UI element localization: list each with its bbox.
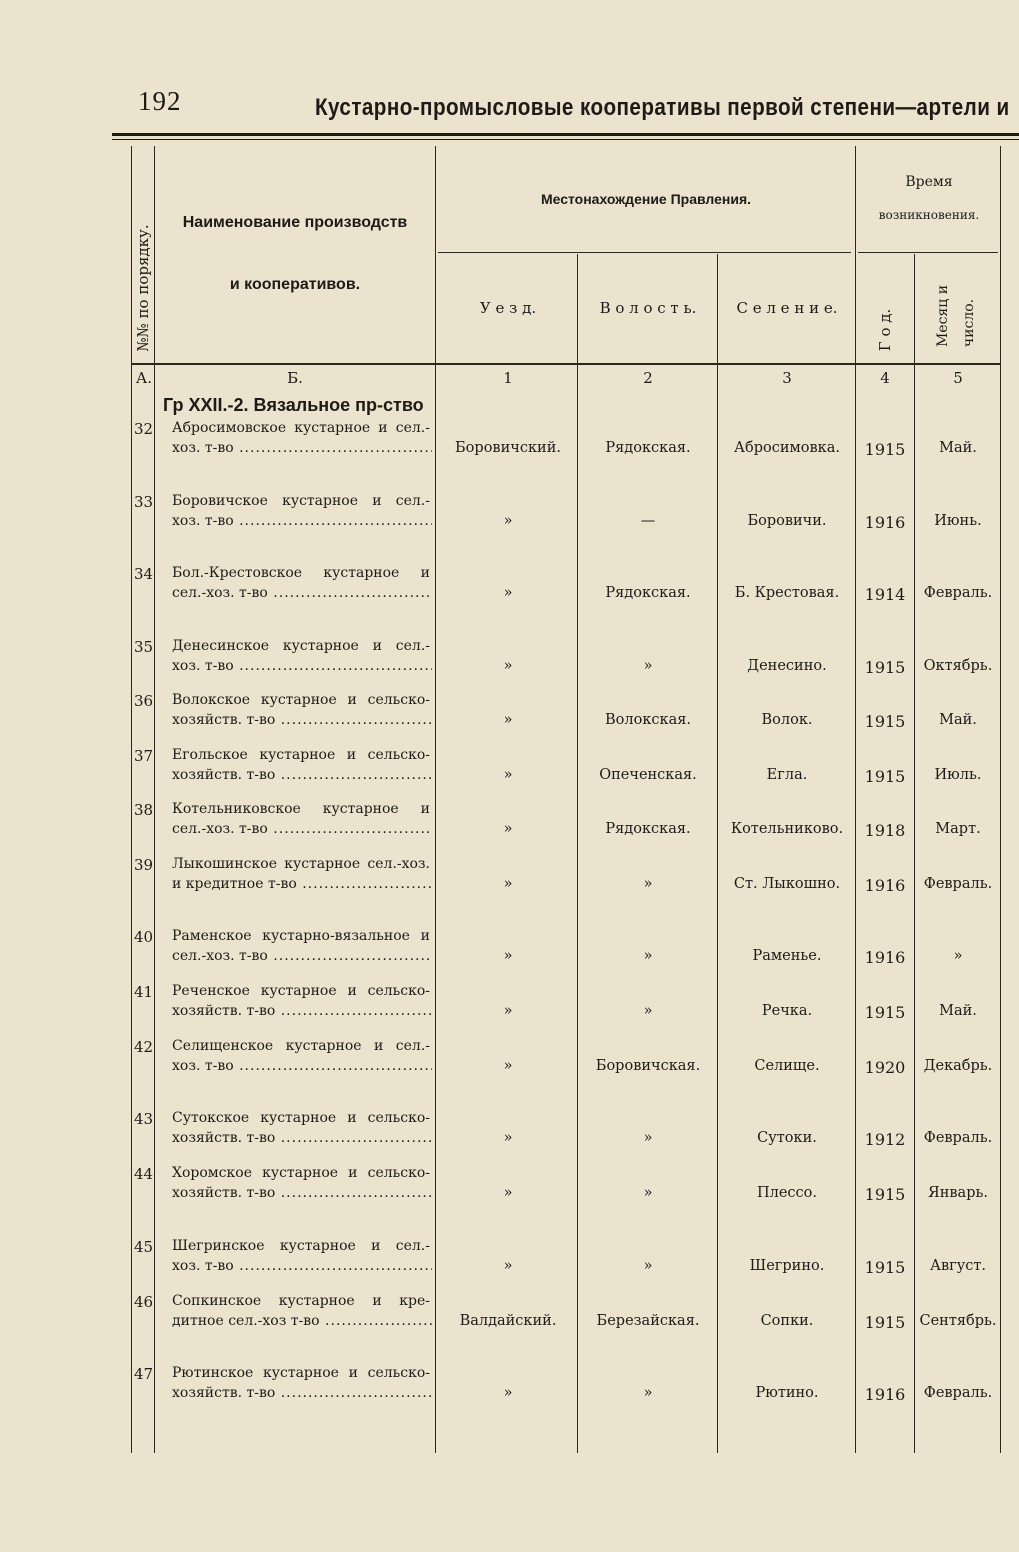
volost-cell: Рядокская.	[605, 821, 691, 837]
year-cell: 1912	[864, 1130, 906, 1149]
cooperative-name: Бол.-Крестовское кустарное и	[172, 565, 430, 581]
cooperative-name: Денесинское кустарное и сел.-	[172, 638, 430, 654]
month-cell: Июнь.	[934, 513, 982, 529]
cooperative-name-cont: сел.-хоз. т-во .....	[172, 948, 432, 964]
header-name-line2: и кооперативов.	[229, 276, 361, 293]
month-cell: Март.	[935, 821, 981, 837]
volost-cell: »	[643, 658, 653, 674]
volost-cell: »	[643, 948, 653, 964]
cooperative-name-cont: хозяйств. т-во .....	[172, 1385, 432, 1401]
selenie-cell: Абросимовка.	[734, 440, 840, 456]
table-row	[0, 420, 1019, 470]
month-cell: Июль.	[934, 767, 982, 783]
table-row	[0, 856, 1019, 906]
cooperative-name: Боровичское кустарное и сел.-	[172, 493, 430, 509]
table-row	[0, 692, 1019, 742]
selenie-cell: Шегрино.	[749, 1258, 825, 1274]
selenie-cell: Боровичи.	[747, 513, 827, 529]
month-cell: Май.	[939, 440, 977, 456]
cooperative-name-cont: хоз. т-во .....	[172, 1258, 432, 1274]
year-cell: 1916	[864, 1385, 906, 1404]
row-number: 41	[134, 983, 154, 1001]
table-row	[0, 983, 1019, 1033]
volost-cell: Рядокская.	[605, 440, 691, 456]
uezd-cell: »	[503, 585, 513, 601]
month-cell: Февраль.	[923, 876, 993, 892]
row-number: 37	[134, 747, 154, 765]
row-number: 47	[134, 1365, 154, 1383]
month-cell: Декабрь.	[923, 1058, 993, 1074]
month-cell: Май.	[939, 712, 977, 728]
row-number: 36	[134, 692, 154, 710]
month-cell: Сентябрь.	[919, 1313, 997, 1329]
uezd-cell: »	[503, 513, 513, 529]
year-cell: 1918	[864, 821, 906, 840]
cooperative-name-cont: дитное сел.-хоз т-во .....	[172, 1313, 432, 1329]
year-cell: 1915	[864, 1258, 906, 1277]
cooperative-name-cont: хозяйств. т-во .....	[172, 1130, 432, 1146]
cooperative-name-cont: хозяйств. т-во .....	[172, 712, 432, 728]
volost-cell: —	[640, 513, 656, 529]
row-number: 45	[134, 1238, 154, 1256]
cooperative-name: Лыкошинское кустарное сел.-хоз.	[172, 856, 430, 872]
year-cell: 1914	[864, 585, 906, 604]
page-number: 192	[138, 86, 182, 116]
volost-cell: »	[643, 876, 653, 892]
uezd-cell: Боровичский.	[455, 440, 561, 456]
uezd-cell: »	[503, 658, 513, 674]
header-time-group-line1: Время	[905, 174, 953, 190]
year-cell: 1915	[864, 767, 906, 786]
year-cell: 1915	[864, 712, 906, 731]
cooperative-name-cont: хоз. т-во .....	[172, 440, 432, 456]
month-cell: Февраль.	[923, 585, 993, 601]
group-title: Гр XXII.-2. Вязальное пр-ство	[163, 395, 424, 415]
uezd-cell: »	[503, 821, 513, 837]
cooperative-name: Селищенское кустарное и сел.-	[172, 1038, 430, 1054]
month-cell: »	[953, 948, 963, 964]
cooperative-name: Сутокское кустарное и сельско-	[172, 1110, 430, 1126]
header-month-line2: число.	[961, 298, 977, 348]
cooperative-name-cont: и кредитное т-во .....	[172, 876, 432, 892]
header-time-group-line2: возникновения.	[878, 208, 980, 222]
header-rule-thick	[112, 133, 1019, 136]
month-cell: Октябрь.	[923, 658, 993, 674]
table-row	[0, 638, 1019, 688]
cooperative-name: Котельниковское кустарное и	[172, 801, 430, 817]
row-number: 33	[134, 493, 154, 511]
volost-cell: »	[643, 1385, 653, 1401]
uezd-cell: »	[503, 1003, 513, 1019]
uezd-cell: »	[503, 1058, 513, 1074]
uezd-cell: »	[503, 712, 513, 728]
table-row	[0, 493, 1019, 543]
row-number: 42	[134, 1038, 154, 1056]
header-rule-thin	[112, 139, 1019, 140]
selenie-cell: Денесино.	[747, 658, 827, 674]
year-cell: 1920	[864, 1058, 906, 1077]
year-cell: 1915	[864, 440, 906, 459]
header-selenie: С е л е н и е.	[736, 299, 838, 317]
cooperative-name: Шегринское кустарное и сел.-	[172, 1238, 430, 1254]
table-row	[0, 1165, 1019, 1215]
colnum-3: 3	[782, 369, 792, 387]
uezd-cell: »	[503, 876, 513, 892]
table-row	[0, 1238, 1019, 1288]
year-cell: 1915	[864, 1185, 906, 1204]
selenie-cell: Сопки.	[760, 1313, 814, 1329]
uezd-cell: »	[503, 948, 513, 964]
selenie-cell: Селище.	[754, 1058, 820, 1074]
header-month-line1: Месяц и	[935, 284, 951, 348]
row-number: 35	[134, 638, 154, 656]
colnum-b: Б.	[287, 369, 303, 387]
selenie-cell: Речка.	[761, 1003, 813, 1019]
selenie-cell: Плессо.	[756, 1185, 818, 1201]
row-number: 46	[134, 1293, 154, 1311]
colnum-a: А.	[135, 369, 153, 387]
subheader-rule-time	[858, 252, 998, 253]
table-row	[0, 801, 1019, 851]
cooperative-name: Раменское кустарно-вязальное и	[172, 928, 430, 944]
uezd-cell: »	[503, 1185, 513, 1201]
row-number: 43	[134, 1110, 154, 1128]
selenie-cell: Раменье.	[752, 948, 822, 964]
header-volost: В о л о с т ь.	[599, 299, 697, 317]
volost-cell: »	[643, 1003, 653, 1019]
volost-cell: »	[643, 1185, 653, 1201]
colnum-4: 4	[880, 369, 890, 387]
selenie-cell: Егла.	[766, 767, 808, 783]
month-cell: Февраль.	[923, 1385, 993, 1401]
cooperative-name-cont: сел.-хоз. т-во .....	[172, 585, 432, 601]
header-uezd: У е з д.	[479, 299, 537, 317]
year-cell: 1916	[864, 876, 906, 895]
colnum-1: 1	[503, 369, 513, 387]
row-number: 39	[134, 856, 154, 874]
month-cell: Январь.	[928, 1185, 988, 1201]
row-number: 40	[134, 928, 154, 946]
volost-cell: Березайская.	[596, 1313, 700, 1329]
row-number: 34	[134, 565, 154, 583]
table-row	[0, 565, 1019, 615]
cooperative-name: Реченское кустарное и сельско-	[172, 983, 430, 999]
cooperative-name: Егольское кустарное и сельско-	[172, 747, 430, 763]
uezd-cell: Валдайский.	[459, 1313, 557, 1329]
volost-cell: Рядокская.	[605, 585, 691, 601]
header-order-no: №№ по порядку.	[134, 224, 152, 352]
volost-cell: Опеченская.	[599, 767, 697, 783]
uezd-cell: »	[503, 1130, 513, 1146]
cooperative-name: Хоромское кустарное и сельско-	[172, 1165, 430, 1181]
month-cell: Август.	[929, 1258, 987, 1274]
uezd-cell: »	[503, 767, 513, 783]
row-number: 44	[134, 1165, 154, 1183]
volost-cell: »	[643, 1130, 653, 1146]
year-cell: 1915	[864, 1313, 906, 1332]
cooperative-name-cont: хоз. т-во .....	[172, 658, 432, 674]
cooperative-name: Волокское кустарное и сельско-	[172, 692, 430, 708]
selenie-cell: Б. Крестовая.	[734, 585, 840, 601]
year-cell: 1915	[864, 658, 906, 677]
cooperative-name-cont: сел.-хоз. т-во .....	[172, 821, 432, 837]
header-location-group: Местонахождение Правления.	[540, 191, 752, 207]
cooperative-name: Абросимовское кустарное и сел.-	[172, 420, 430, 436]
colnum-5: 5	[953, 369, 963, 387]
selenie-cell: Сутоки.	[757, 1130, 817, 1146]
cooperative-name-cont: хозяйств. т-во .....	[172, 1185, 432, 1201]
table-row	[0, 1293, 1019, 1343]
volost-cell: Волокская.	[605, 712, 691, 728]
selenie-cell: Котельниково.	[730, 821, 844, 837]
year-cell: 1915	[864, 1003, 906, 1022]
volost-cell: »	[643, 1258, 653, 1274]
cooperative-name: Рютинское кустарное и сельско-	[172, 1365, 430, 1381]
colnum-2: 2	[643, 369, 653, 387]
header-year: Г о д.	[876, 308, 894, 352]
header-name-line1: Наименование производств	[182, 214, 408, 231]
table-row	[0, 1110, 1019, 1160]
selenie-cell: Ст. Лыкошно.	[733, 876, 841, 892]
uezd-cell: »	[503, 1258, 513, 1274]
month-cell: Май.	[939, 1003, 977, 1019]
volost-cell: Боровичская.	[595, 1058, 701, 1074]
cooperative-name-cont: хоз. т-во .....	[172, 1058, 432, 1074]
month-cell: Февраль.	[923, 1130, 993, 1146]
row-number: 32	[134, 420, 154, 438]
uezd-cell: »	[503, 1385, 513, 1401]
table-row	[0, 1038, 1019, 1088]
cooperative-name: Сопкинское кустарное и кре-	[172, 1293, 430, 1309]
header-bottom-rule	[131, 363, 1000, 365]
year-cell: 1916	[864, 948, 906, 967]
table-row	[0, 928, 1019, 978]
cooperative-name-cont: хозяйств. т-во .....	[172, 1003, 432, 1019]
cooperative-name-cont: хоз. т-во .....	[172, 513, 432, 529]
selenie-cell: Волок.	[761, 712, 813, 728]
year-cell: 1916	[864, 513, 906, 532]
selenie-cell: Рютино.	[755, 1385, 819, 1401]
subheader-rule-location	[438, 252, 851, 253]
cooperative-name-cont: хозяйств. т-во .....	[172, 767, 432, 783]
table-row	[0, 1365, 1019, 1415]
table-row	[0, 747, 1019, 797]
page-title: Кустарно-промысловые кооперативы первой степени—артели и	[315, 94, 1010, 121]
row-number: 38	[134, 801, 154, 819]
